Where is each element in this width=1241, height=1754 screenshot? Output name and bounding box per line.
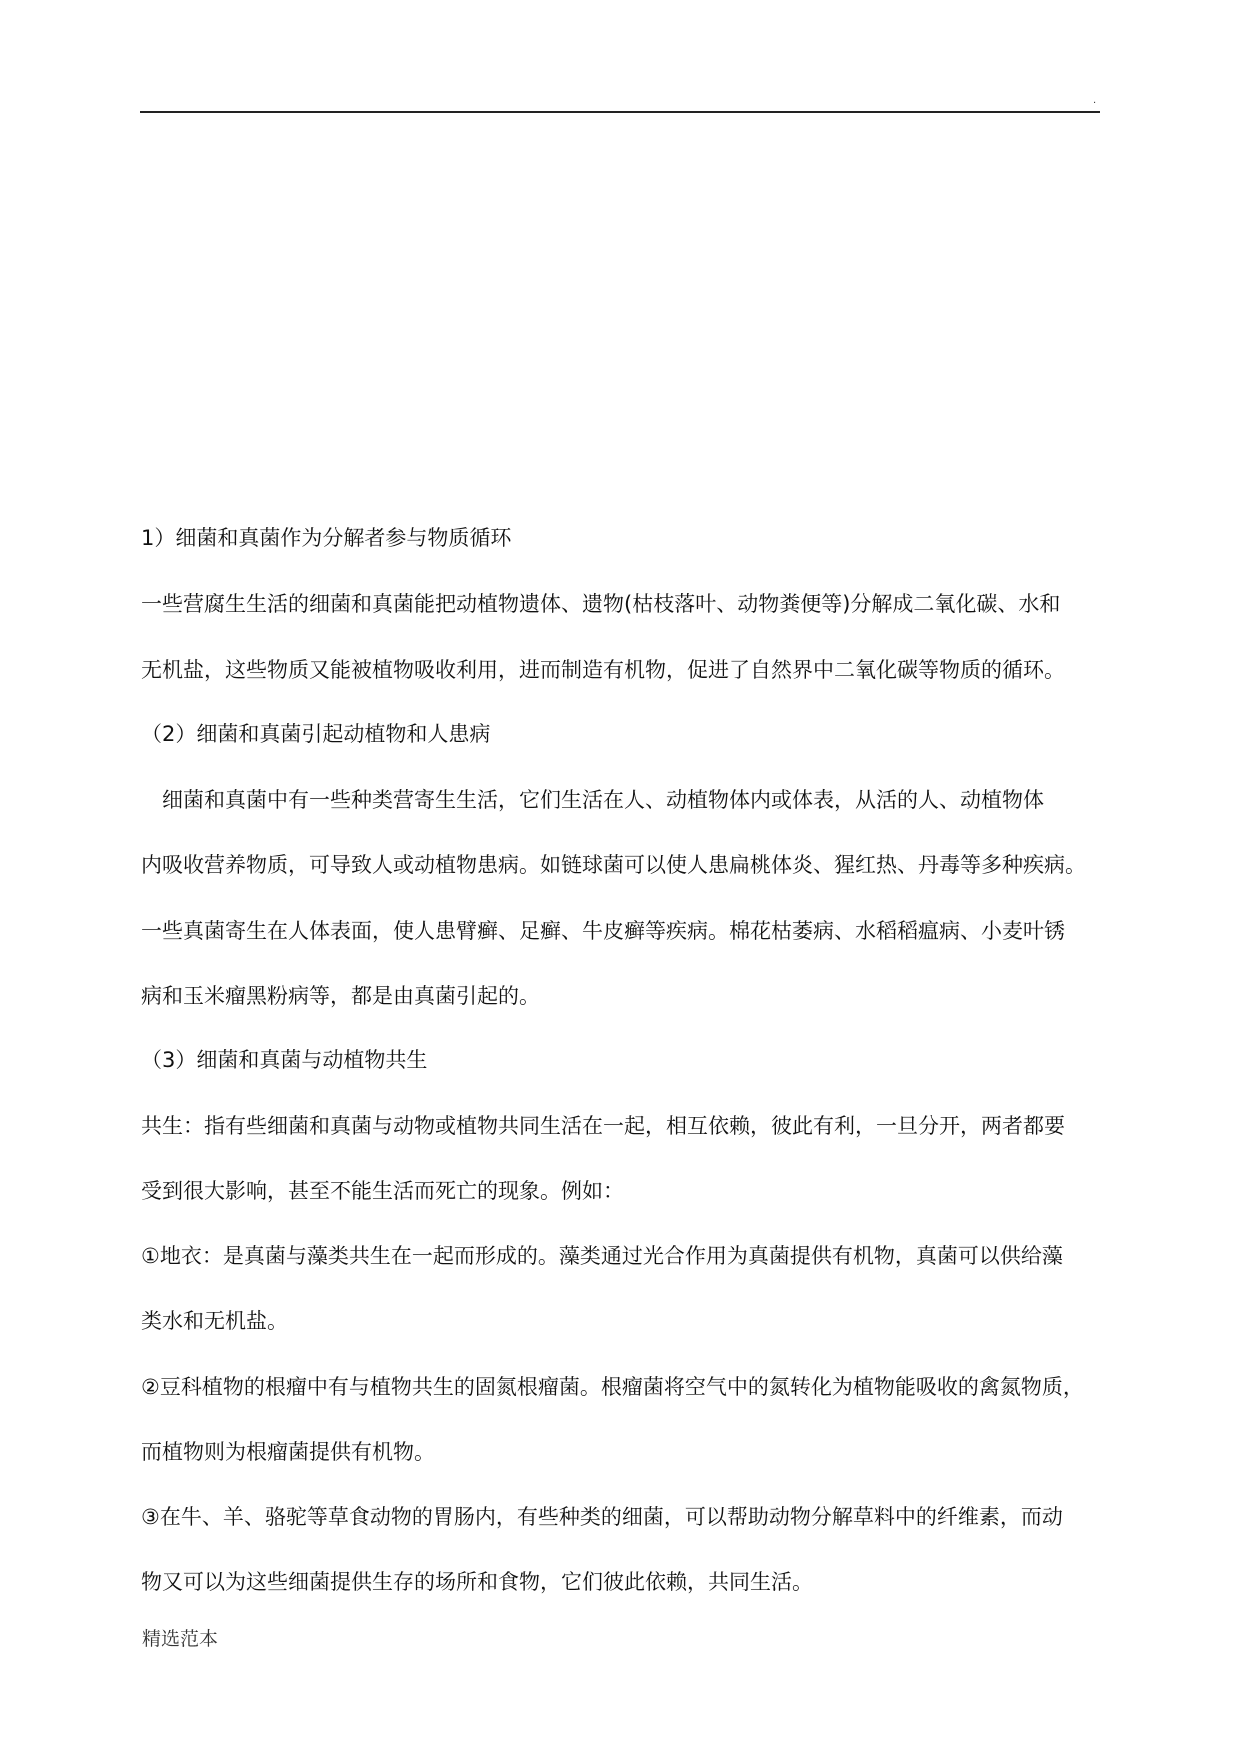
section-2-heading: （2）细菌和真菌引起动植物和人患病 xyxy=(141,722,491,746)
example-3-line: ③在牛、羊、骆驼等草食动物的胃肠内，有些种类的细菌，可以帮助动物分解草料中的纤维素，而动 xyxy=(141,1505,1063,1529)
section-1-heading: 1）细菌和真菌作为分解者参与物质循环 xyxy=(141,526,512,550)
header-rule xyxy=(140,111,1100,113)
paragraph-line: 细菌和真菌中有一些种类营寄生生活，它们生活在人、动植物体内或体表，从活的人、动植物体 xyxy=(141,788,1044,812)
paragraph-line: 共生：指有些细菌和真菌与动物或植物共同生活在一起，相互依赖，彼此有利，一旦分开，两者都要 xyxy=(141,1114,1065,1138)
example-1-line: 类水和无机盐。 xyxy=(141,1309,288,1333)
example-2-line: ②豆科植物的根瘤中有与植物共生的固氮根瘤菌。根瘤菌将空气中的氮转化为植物能吸收的禽氮物质， xyxy=(141,1375,1084,1399)
paragraph-line: 受到很大影响，甚至不能生活而死亡的现象。例如： xyxy=(141,1179,624,1203)
paragraph-line: 病和玉米瘤黑粉病等，都是由真菌引起的。 xyxy=(141,984,540,1008)
section-3-heading: （3）细菌和真菌与动植物共生 xyxy=(141,1048,428,1072)
example-3-line: 物又可以为这些细菌提供生存的场所和食物，它们彼此依赖，共同生活。 xyxy=(141,1570,813,1594)
footer-text: 精选范本 xyxy=(142,1628,219,1650)
paragraph-line: 内吸收营养物质，可导致人或动植物患病。如链球菌可以使人患扁桃体炎、猩红热、丹毒等多种疾病。 xyxy=(141,853,1086,877)
header-mark: . xyxy=(1093,95,1097,106)
paragraph-line: 一些真菌寄生在人体表面，使人患臂癣、足癣、牛皮癣等疾病。棉花枯萎病、水稻稻瘟病、小麦叶锈 xyxy=(141,919,1065,943)
example-2-line: 而植物则为根瘤菌提供有机物。 xyxy=(141,1440,435,1464)
paragraph-line: 一些营腐生生活的细菌和真菌能把动植物遗体、遗物(枯枝落叶、动物粪便等)分解成二氧化碳、水和 xyxy=(141,592,1061,616)
example-1-line: ①地衣：是真菌与藻类共生在一起而形成的。藻类通过光合作用为真菌提供有机物，真菌可以供给藻 xyxy=(141,1244,1063,1268)
paragraph-line: 无机盐，这些物质又能被植物吸收利用，进而制造有机物，促进了自然界中二氧化碳等物质的循环。 xyxy=(141,658,1065,682)
